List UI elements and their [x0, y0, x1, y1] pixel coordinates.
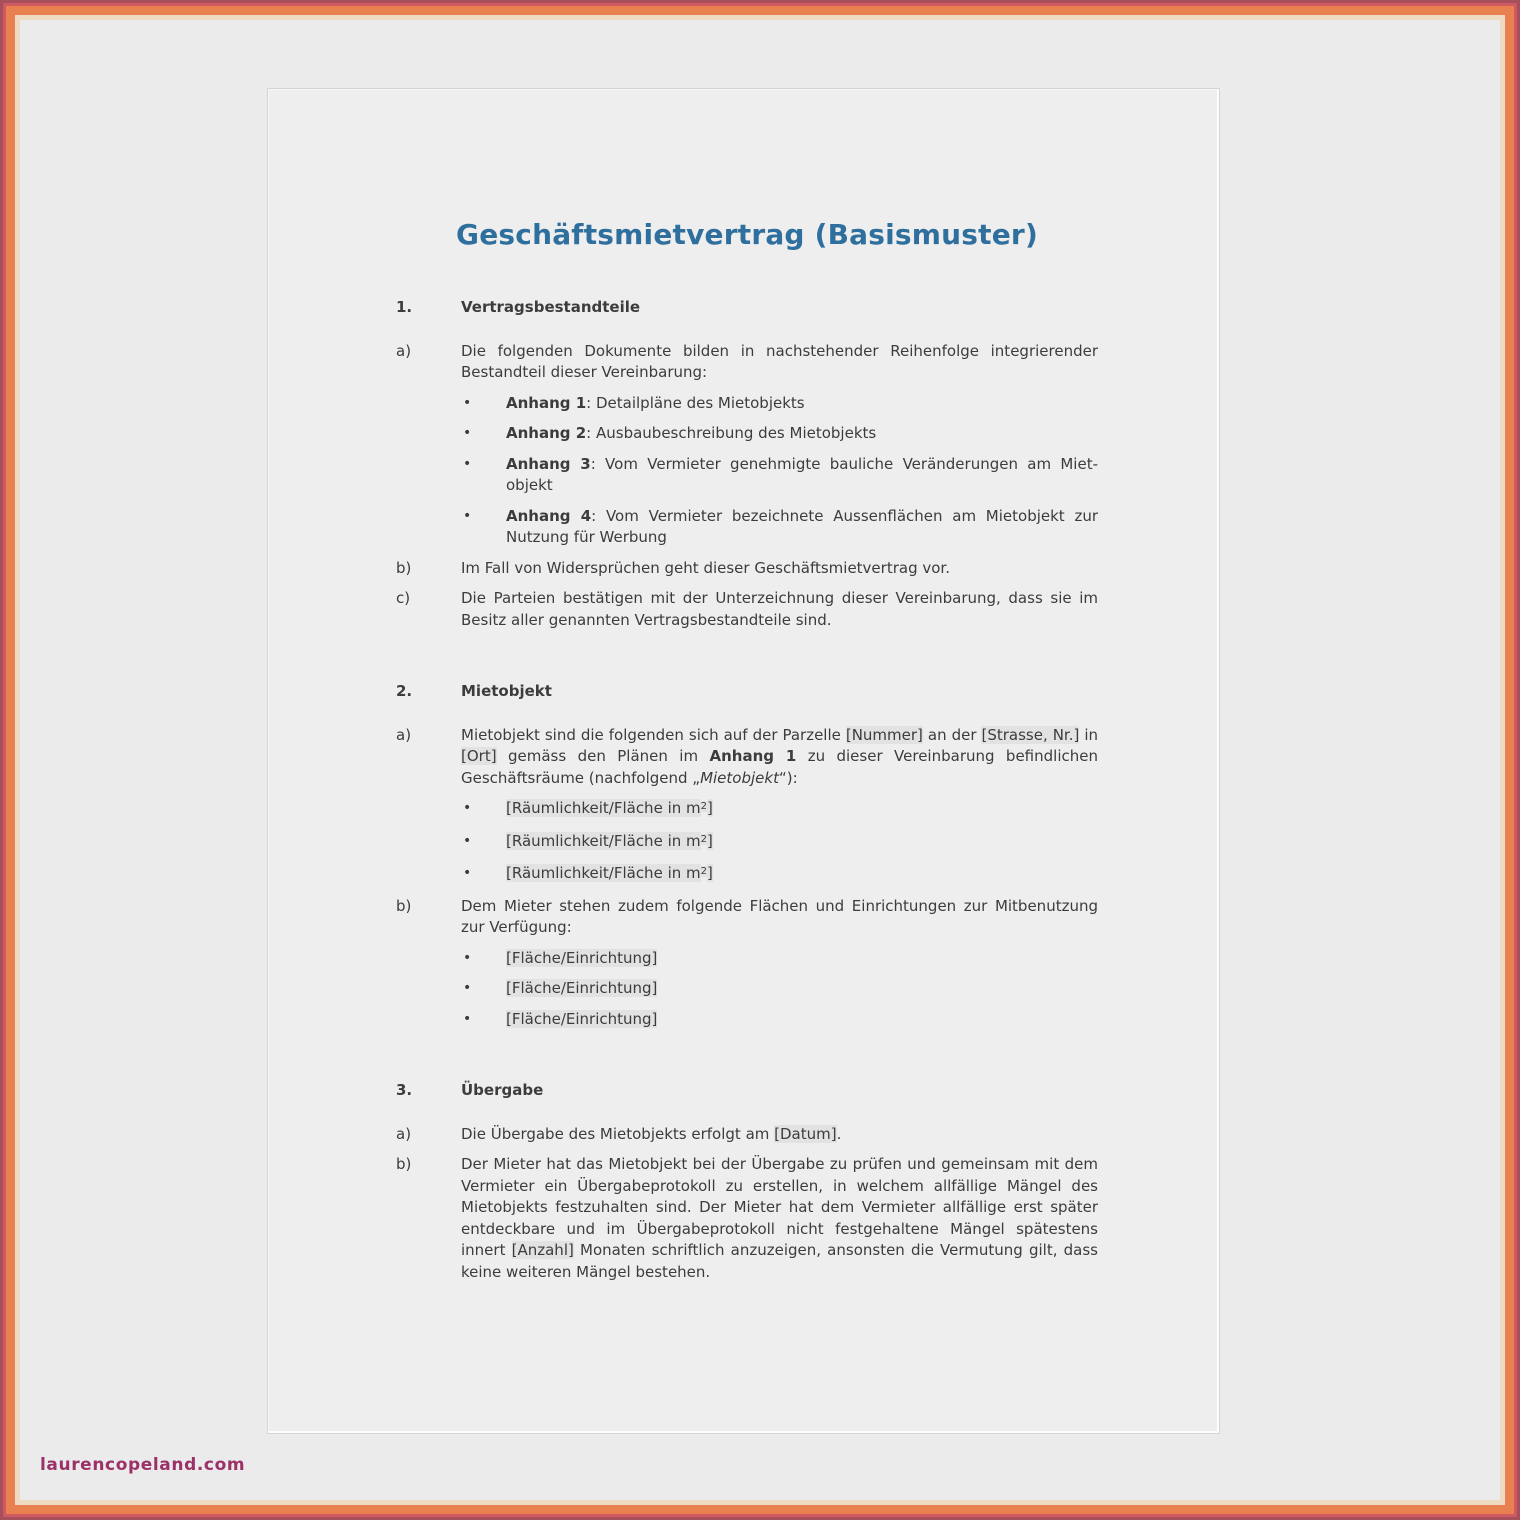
clause-2b	[396, 896, 1098, 939]
section-2-number: 2.	[396, 682, 413, 700]
clause-1a	[396, 341, 1098, 384]
bullet-icon: •	[463, 832, 472, 849]
section-2-title: Mietobjekt	[461, 682, 552, 700]
bullet-icon: •	[463, 865, 472, 881]
bullet-icon: •	[463, 800, 472, 816]
bullet-item-raum-2	[396, 831, 1098, 855]
bullet-text	[506, 978, 1098, 1000]
placeholder-field: [Datum]	[774, 1124, 837, 1143]
bullet-text	[506, 863, 1098, 887]
bullet-text	[506, 798, 1098, 822]
section-3-number: 3.	[396, 1081, 413, 1099]
clause-1b	[396, 558, 1098, 580]
clause-1b-text: Im Fall von Widersprüchen geht dieser Geschäftsmietvertrag vor.	[461, 558, 950, 577]
placeholder-field: 2	[700, 833, 707, 845]
bullet-item-flaeche-2	[396, 978, 1098, 1000]
bullet-icon: •	[463, 949, 472, 966]
clause-3a-text: Die Übergabe des Mietobjekts erfolgt am [Datum].	[461, 1124, 842, 1143]
bullet-text	[506, 948, 1098, 970]
bullet-icon: •	[463, 455, 472, 472]
placeholder-field: ]	[707, 799, 713, 817]
placeholder-field: [Räumlichkeit/Fläche in m	[506, 831, 701, 850]
placeholder-field: ]	[707, 831, 713, 850]
clause-1c-text: Die Parteien bestätigen mit der Unterzeichnung dieser Vereinbarung, dass sie im Besitz aller genannten Vertragsbestandteile sind.	[461, 589, 1098, 629]
placeholder-field: [Strasse, Nr.]	[981, 725, 1080, 744]
placeholder-field: [Ort]	[461, 747, 497, 765]
clause-1b-label: b)	[396, 558, 412, 577]
section-1-title: Vertragsbestandteile	[461, 298, 641, 316]
placeholder-field: [Fläche/Einrichtung]	[506, 948, 658, 967]
clause-2b-text: Dem Mieter stehen zudem folgende Flächen und Einrichtungen zur Mitbenutzung zur Verfügung:	[461, 896, 1098, 936]
bullet-text	[506, 1009, 1098, 1031]
watermark-link[interactable]: laurencopeland.com	[40, 1455, 246, 1475]
bullet-item-anhang-1	[396, 393, 1098, 415]
clause-3b	[396, 1154, 1098, 1283]
section-3-title: Übergabe	[461, 1081, 544, 1099]
clause-1a-label: a)	[396, 341, 412, 360]
clause-2a-text: Mietobjekt sind die folgenden sich auf der Parzelle [Nummer] an der [Strasse, Nr.] in [Ort] gemäss den Plänen im Anhang 1 zu dieser Vereinbarung befindlichen Geschäftsräume (nachfolgend „Mietobjekt“):	[461, 725, 1099, 787]
clause-2a-label: a)	[396, 725, 412, 744]
clause-1c	[396, 588, 1098, 631]
bullet-text: Anhang 3: Vom Vermieter genehmigte bauliche Veränderungen am Mietobjekt	[506, 454, 1099, 494]
bullet-icon: •	[463, 507, 472, 524]
bullet-text	[506, 831, 1098, 855]
bullet-icon: •	[463, 1010, 472, 1027]
bullet-item-raum-3	[396, 863, 1098, 887]
section-2-heading	[396, 681, 1098, 703]
bullet-icon: •	[463, 980, 472, 996]
placeholder-field: [Räumlichkeit/Fläche in m	[506, 799, 701, 817]
placeholder-field: 2	[700, 801, 707, 812]
bullet-item-flaeche-3	[396, 1009, 1098, 1031]
placeholder-field: ]	[707, 864, 713, 882]
clause-3a	[396, 1124, 1098, 1146]
placeholder-field: [Nummer]	[845, 725, 923, 744]
bullet-text: Anhang 1: Detailpläne des Mietobjekts	[506, 393, 805, 412]
placeholder-field: [Fläche/Einrichtung]	[506, 1009, 658, 1028]
clause-3b-label: b)	[396, 1155, 412, 1173]
bullet-item-anhang-4	[396, 506, 1098, 549]
placeholder-field: [Fläche/Einrichtung]	[506, 979, 658, 997]
bullet-item-flaeche-1	[396, 948, 1098, 970]
document-page	[267, 88, 1220, 1434]
bullet-item-anhang-2	[396, 423, 1098, 445]
section-1-heading	[396, 297, 1098, 319]
section-1-number: 1.	[396, 298, 413, 316]
placeholder-field: 2	[700, 866, 707, 877]
clause-3a-label: a)	[396, 1124, 412, 1143]
section-3-heading	[396, 1080, 1098, 1102]
bullet-icon: •	[463, 394, 472, 411]
clause-1c-label: c)	[396, 589, 411, 607]
bullet-text: Anhang 4: Vom Vermieter bezeichnete Aussenflächen am Mietobjekt zur Nutzung für Werbung	[506, 506, 1098, 546]
bullet-item-raum-1	[396, 798, 1098, 822]
clause-2a	[396, 725, 1098, 790]
bullet-item-anhang-3	[396, 454, 1098, 497]
bullet-icon: •	[463, 425, 472, 441]
document-title: Geschäftsmietvertrag (Basismuster)	[456, 218, 1038, 251]
clause-1a-text: Die folgenden Dokumente bilden in nachstehender Reihenfolge integrierender Bestandteil dieser Vereinbarung:	[461, 341, 1098, 381]
bullet-text: Anhang 2: Ausbaubeschreibung des Mietobjekts	[506, 424, 877, 442]
placeholder-field: [Räumlichkeit/Fläche in m	[506, 864, 701, 882]
clause-2b-label: b)	[396, 896, 412, 915]
clause-3b-text: Der Mieter hat das Mietobjekt bei der Übergabe zu prüfen und gemeinsam mit dem Vermieter ein Übergabeprotokoll zu erstellen, in welchem allfällige Mängel des Mietobjekts festzuhalten sind. Der Mieter hat dem Vermieter allfällige erst später entdeckbare und im Übergabeprotokoll nicht festgehaltene Mängel spätestens innert [Anzahl] Monaten schriftlich anzuzeigen, ansonsten die Vermutung gilt, dass keine weiteren Mängel bestehen.	[461, 1155, 1098, 1281]
placeholder-field: [Anzahl]	[511, 1241, 574, 1259]
